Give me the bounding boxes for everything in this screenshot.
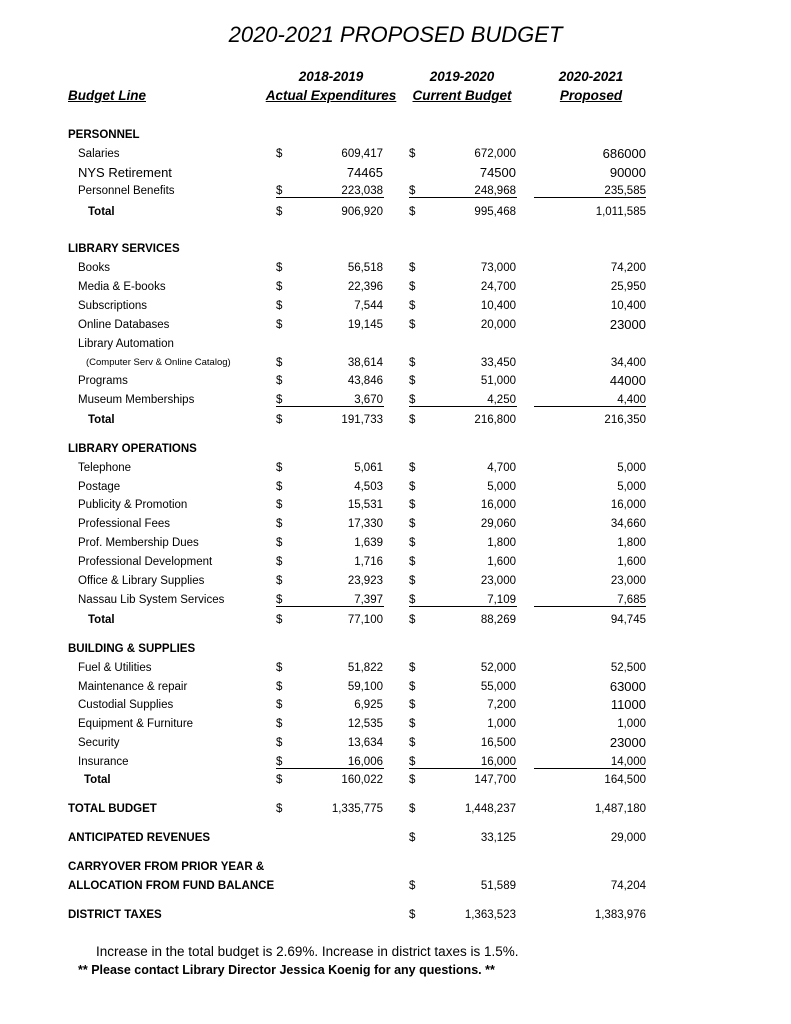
- dollar-sign: $: [409, 718, 416, 730]
- dollar-sign: $: [409, 499, 416, 511]
- dollar-sign: $: [409, 556, 416, 568]
- actual-value: 223,038: [341, 185, 383, 197]
- header-col2-label: [405, 88, 519, 103]
- current-value: 7,200: [487, 699, 516, 711]
- dollar-sign: $: [276, 737, 283, 749]
- row-label: Total: [88, 614, 115, 626]
- budget-row: [0, 679, 791, 695]
- underline-divider: [534, 768, 646, 769]
- current-value: 88,269: [480, 614, 516, 626]
- dollar-sign: $: [276, 185, 283, 197]
- dollar-sign: $: [409, 300, 416, 312]
- section-label: PERSONNEL: [68, 129, 140, 141]
- dollar-sign: $: [276, 774, 283, 786]
- proposed-value: 23000: [609, 317, 646, 332]
- current-value: 1,000: [487, 718, 516, 730]
- dollar-sign: $: [409, 681, 416, 693]
- header-col3-year: 2020-2021: [558, 69, 624, 84]
- row-label: TOTAL BUDGET: [68, 803, 157, 815]
- budget-row: [0, 516, 791, 532]
- dollar-sign: $: [276, 499, 283, 511]
- current-value: 1,600: [487, 556, 516, 568]
- current-value: 1,448,237: [464, 803, 516, 815]
- dollar-sign: $: [276, 756, 283, 768]
- budget-row: [0, 336, 791, 352]
- row-label: Programs: [78, 375, 128, 387]
- header-col3-label-text: Proposed: [559, 88, 623, 103]
- budget-row: [0, 535, 791, 551]
- actual-value: 56,518: [347, 262, 383, 274]
- dollar-sign: $: [409, 262, 416, 274]
- proposed-value: 94,745: [610, 614, 646, 626]
- proposed-value: 74,200: [610, 262, 646, 274]
- budget-row: [0, 754, 791, 770]
- current-value: 51,000: [480, 375, 516, 387]
- dollar-sign: $: [276, 662, 283, 674]
- dollar-sign: $: [276, 357, 283, 369]
- dollar-sign: $: [409, 319, 416, 331]
- row-label: DISTRICT TAXES: [68, 909, 162, 921]
- dollar-sign: $: [409, 594, 416, 606]
- proposed-value: 16,000: [610, 499, 646, 511]
- dollar-sign: $: [276, 462, 283, 474]
- actual-value: 7,397: [354, 594, 383, 606]
- current-value: 248,968: [474, 185, 516, 197]
- row-label: ALLOCATION FROM FUND BALANCE: [68, 880, 275, 892]
- proposed-value: 14,000: [610, 756, 646, 768]
- row-label: Fuel & Utilities: [78, 662, 152, 674]
- current-value: 4,250: [487, 394, 516, 406]
- proposed-value: 34,660: [610, 518, 646, 530]
- row-label: Nassau Lib System Services: [78, 594, 225, 606]
- proposed-value: 1,011,585: [595, 206, 646, 218]
- total-row: [0, 204, 791, 220]
- budget-row: [0, 460, 791, 476]
- dollar-sign: $: [409, 148, 416, 160]
- actual-value: 6,925: [354, 699, 383, 711]
- dollar-sign: $: [276, 594, 283, 606]
- budget-row: [0, 317, 791, 333]
- dollar-sign: $: [409, 375, 416, 387]
- budget-row: [0, 554, 791, 570]
- proposed-value: 23000: [609, 735, 646, 750]
- proposed-value: 164,500: [604, 774, 646, 786]
- section-heading-library-operations: [0, 441, 791, 457]
- actual-value: 77,100: [347, 614, 383, 626]
- section-label: LIBRARY OPERATIONS: [68, 443, 197, 455]
- row-label: Total: [88, 206, 115, 218]
- proposed-value: 25,950: [610, 281, 646, 293]
- section-heading-building-supplies: [0, 641, 791, 657]
- row-label: (Computer Serv & Online Catalog): [86, 357, 231, 368]
- section-heading-personnel: [0, 127, 791, 143]
- dollar-sign: $: [409, 357, 416, 369]
- current-value: 672,000: [474, 148, 516, 160]
- proposed-value: 29,000: [610, 832, 646, 844]
- underline-divider: [534, 197, 646, 198]
- proposed-value: 90000: [609, 165, 646, 180]
- budget-row: [0, 573, 791, 589]
- header-col1-year: 2018-2019: [298, 69, 364, 84]
- current-value: 33,450: [480, 357, 516, 369]
- current-value: 1,363,523: [464, 909, 516, 921]
- dollar-sign: $: [409, 662, 416, 674]
- anticipated-revenues-row: [0, 830, 791, 846]
- proposed-value: 44000: [609, 373, 646, 388]
- actual-value: 15,531: [347, 499, 383, 511]
- current-value: 1,800: [487, 537, 516, 549]
- budget-row: [0, 735, 791, 751]
- budget-row: [0, 260, 791, 276]
- header-budget-line: [68, 88, 146, 103]
- underline-divider: [534, 606, 646, 607]
- proposed-value: 1,000: [617, 718, 646, 730]
- dollar-sign: $: [409, 803, 416, 815]
- row-label: Publicity & Promotion: [78, 499, 188, 511]
- actual-value: 609,417: [341, 148, 383, 160]
- dollar-sign: $: [276, 575, 283, 587]
- header-col1-label: [256, 88, 406, 103]
- row-label: Books: [78, 262, 110, 274]
- actual-value: 7,544: [354, 300, 383, 312]
- row-label: Office & Library Supplies: [78, 575, 205, 587]
- current-value: 29,060: [480, 518, 516, 530]
- dollar-sign: $: [276, 518, 283, 530]
- budget-row: [0, 183, 791, 199]
- header-col2-year: 2019-2020: [429, 69, 495, 84]
- row-label: Online Databases: [78, 319, 170, 331]
- underline-divider: [276, 406, 384, 407]
- row-label: Museum Memberships: [78, 394, 195, 406]
- current-value: 7,109: [487, 594, 516, 606]
- current-value: 20,000: [480, 319, 516, 331]
- total-budget-row: [0, 801, 791, 817]
- carryover-heading-row: [0, 859, 791, 875]
- actual-value: 16,006: [347, 756, 383, 768]
- dollar-sign: $: [276, 300, 283, 312]
- row-label: Telephone: [78, 462, 132, 474]
- actual-value: 1,639: [354, 537, 383, 549]
- dollar-sign: $: [276, 537, 283, 549]
- dollar-sign: $: [276, 556, 283, 568]
- actual-value: 1,335,775: [331, 803, 383, 815]
- dollar-sign: $: [409, 575, 416, 587]
- actual-value: 51,822: [347, 662, 383, 674]
- row-label: NYS Retirement: [78, 165, 172, 180]
- footer-note-text: Increase in the total budget is 2.69%. Increase in district taxes is 1.5%.: [96, 944, 519, 959]
- current-value: 51,589: [480, 880, 516, 892]
- current-value: 5,000: [487, 481, 516, 493]
- proposed-value: 686000: [602, 146, 646, 161]
- dollar-sign: $: [276, 319, 283, 331]
- dollar-sign: $: [276, 699, 283, 711]
- dollar-sign: $: [409, 462, 416, 474]
- section-label: LIBRARY SERVICES: [68, 243, 180, 255]
- actual-value: 191,733: [341, 414, 383, 426]
- row-label: Professional Fees: [78, 518, 171, 530]
- dollar-sign: $: [276, 481, 283, 493]
- current-value: 55,000: [480, 681, 516, 693]
- proposed-value: 1,800: [617, 537, 646, 549]
- dollar-sign: $: [276, 148, 283, 160]
- proposed-value: 216,350: [604, 414, 646, 426]
- total-row: [0, 412, 791, 428]
- proposed-value: 235,585: [604, 185, 646, 197]
- budget-row: [0, 165, 791, 181]
- row-label: Media & E-books: [78, 281, 166, 293]
- dollar-sign: $: [409, 185, 416, 197]
- total-row: [0, 612, 791, 628]
- dollar-sign: $: [276, 803, 283, 815]
- actual-value: 43,846: [347, 375, 383, 387]
- budget-row: [0, 592, 791, 608]
- dollar-sign: $: [409, 756, 416, 768]
- current-value: 995,468: [474, 206, 516, 218]
- proposed-value: 34,400: [610, 357, 646, 369]
- district-taxes-row: [0, 907, 791, 923]
- actual-value: 38,614: [347, 357, 383, 369]
- dollar-sign: $: [276, 681, 283, 693]
- actual-value: 1,716: [354, 556, 383, 568]
- dollar-sign: $: [276, 718, 283, 730]
- proposed-value: 52,500: [610, 662, 646, 674]
- dollar-sign: $: [276, 281, 283, 293]
- current-value: 147,700: [474, 774, 516, 786]
- header-col1-label-text: Actual Expenditures: [265, 88, 397, 103]
- row-label: Prof. Membership Dues: [78, 537, 199, 549]
- underline-divider: [409, 606, 517, 607]
- current-value: 33,125: [480, 832, 516, 844]
- header-budget-line-text: Budget Line: [68, 88, 146, 103]
- dollar-sign: $: [409, 394, 416, 406]
- dollar-sign: $: [409, 832, 416, 844]
- budget-row: [0, 373, 791, 389]
- section-heading-library-services: [0, 241, 791, 257]
- proposed-value: 23,000: [610, 575, 646, 587]
- underline-divider: [276, 197, 384, 198]
- dollar-sign: $: [409, 481, 416, 493]
- current-value: 16,000: [480, 499, 516, 511]
- dollar-sign: $: [276, 375, 283, 387]
- actual-value: 74465: [346, 165, 383, 180]
- row-label: Professional Development: [78, 556, 213, 568]
- carryover-row: [0, 878, 791, 894]
- budget-row: [0, 697, 791, 713]
- current-value: 24,700: [480, 281, 516, 293]
- underline-divider: [409, 768, 517, 769]
- row-label: Subscriptions: [78, 300, 148, 312]
- total-row: [0, 772, 791, 788]
- row-label: ANTICIPATED REVENUES: [68, 832, 211, 844]
- dollar-sign: $: [409, 206, 416, 218]
- proposed-value: 5,000: [617, 481, 646, 493]
- dollar-sign: $: [409, 414, 416, 426]
- proposed-value: 74,204: [610, 880, 646, 892]
- underline-divider: [534, 406, 646, 407]
- budget-row: [0, 146, 791, 162]
- dollar-sign: $: [409, 909, 416, 921]
- proposed-value: 1,383,976: [594, 909, 646, 921]
- row-label: Postage: [78, 481, 121, 493]
- current-value: 16,500: [480, 737, 516, 749]
- dollar-sign: $: [276, 614, 283, 626]
- actual-value: 160,022: [341, 774, 383, 786]
- actual-value: 22,396: [347, 281, 383, 293]
- underline-divider: [276, 606, 384, 607]
- proposed-value: 1,600: [617, 556, 646, 568]
- budget-row: [0, 279, 791, 295]
- underline-divider: [276, 768, 384, 769]
- budget-row: [0, 479, 791, 495]
- underline-divider: [409, 406, 517, 407]
- actual-value: 19,145: [347, 319, 383, 331]
- row-label: Custodial Supplies: [78, 699, 174, 711]
- current-value: 74500: [479, 165, 516, 180]
- dollar-sign: $: [409, 699, 416, 711]
- current-value: 10,400: [480, 300, 516, 312]
- budget-row: [0, 392, 791, 408]
- dollar-sign: $: [409, 537, 416, 549]
- current-value: 73,000: [480, 262, 516, 274]
- actual-value: 3,670: [354, 394, 383, 406]
- row-label: Maintenance & repair: [78, 681, 188, 693]
- proposed-value: 10,400: [610, 300, 646, 312]
- actual-value: 5,061: [354, 462, 383, 474]
- budget-row: [0, 355, 791, 371]
- underline-divider: [409, 197, 517, 198]
- budget-row: [0, 298, 791, 314]
- dollar-sign: $: [409, 614, 416, 626]
- dollar-sign: $: [409, 774, 416, 786]
- row-label: Salaries: [78, 148, 120, 160]
- dollar-sign: $: [276, 262, 283, 274]
- current-value: 52,000: [480, 662, 516, 674]
- proposed-value: 4,400: [617, 394, 646, 406]
- row-label: Total: [84, 774, 111, 786]
- row-label: Library Automation: [78, 338, 174, 350]
- row-label: Personnel Benefits: [78, 185, 175, 197]
- dollar-sign: $: [409, 281, 416, 293]
- actual-value: 23,923: [347, 575, 383, 587]
- actual-value: 906,920: [341, 206, 383, 218]
- row-label: Total: [88, 414, 115, 426]
- actual-value: 13,634: [347, 737, 383, 749]
- dollar-sign: $: [409, 880, 416, 892]
- budget-row: [0, 716, 791, 732]
- actual-value: 12,535: [347, 718, 383, 730]
- actual-value: 17,330: [347, 518, 383, 530]
- dollar-sign: $: [409, 518, 416, 530]
- current-value: 23,000: [480, 575, 516, 587]
- row-label: Equipment & Furniture: [78, 718, 194, 730]
- row-label: CARRYOVER FROM PRIOR YEAR &: [68, 861, 265, 873]
- current-value: 216,800: [474, 414, 516, 426]
- budget-row: [0, 497, 791, 513]
- section-label: BUILDING & SUPPLIES: [68, 643, 196, 655]
- row-label: Security: [78, 737, 120, 749]
- row-label: Insurance: [78, 756, 129, 768]
- proposed-value: 5,000: [617, 462, 646, 474]
- page-title: 2020-2021 PROPOSED BUDGET: [228, 22, 563, 47]
- dollar-sign: $: [409, 737, 416, 749]
- current-value: 16,000: [480, 756, 516, 768]
- proposed-value: 63000: [609, 679, 646, 694]
- current-value: 4,700: [487, 462, 516, 474]
- dollar-sign: $: [276, 206, 283, 218]
- footer-contact-text: ** Please contact Library Director Jessica Koenig for any questions. **: [78, 963, 495, 977]
- actual-value: 4,503: [354, 481, 383, 493]
- header-col3-label: [540, 88, 642, 103]
- dollar-sign: $: [276, 414, 283, 426]
- actual-value: 59,100: [347, 681, 383, 693]
- proposed-value: 11000: [610, 697, 646, 712]
- proposed-value: 1,487,180: [594, 803, 646, 815]
- budget-row: [0, 660, 791, 676]
- proposed-value: 7,685: [617, 594, 646, 606]
- dollar-sign: $: [276, 394, 283, 406]
- header-col2-label-text: Current Budget: [412, 88, 512, 103]
